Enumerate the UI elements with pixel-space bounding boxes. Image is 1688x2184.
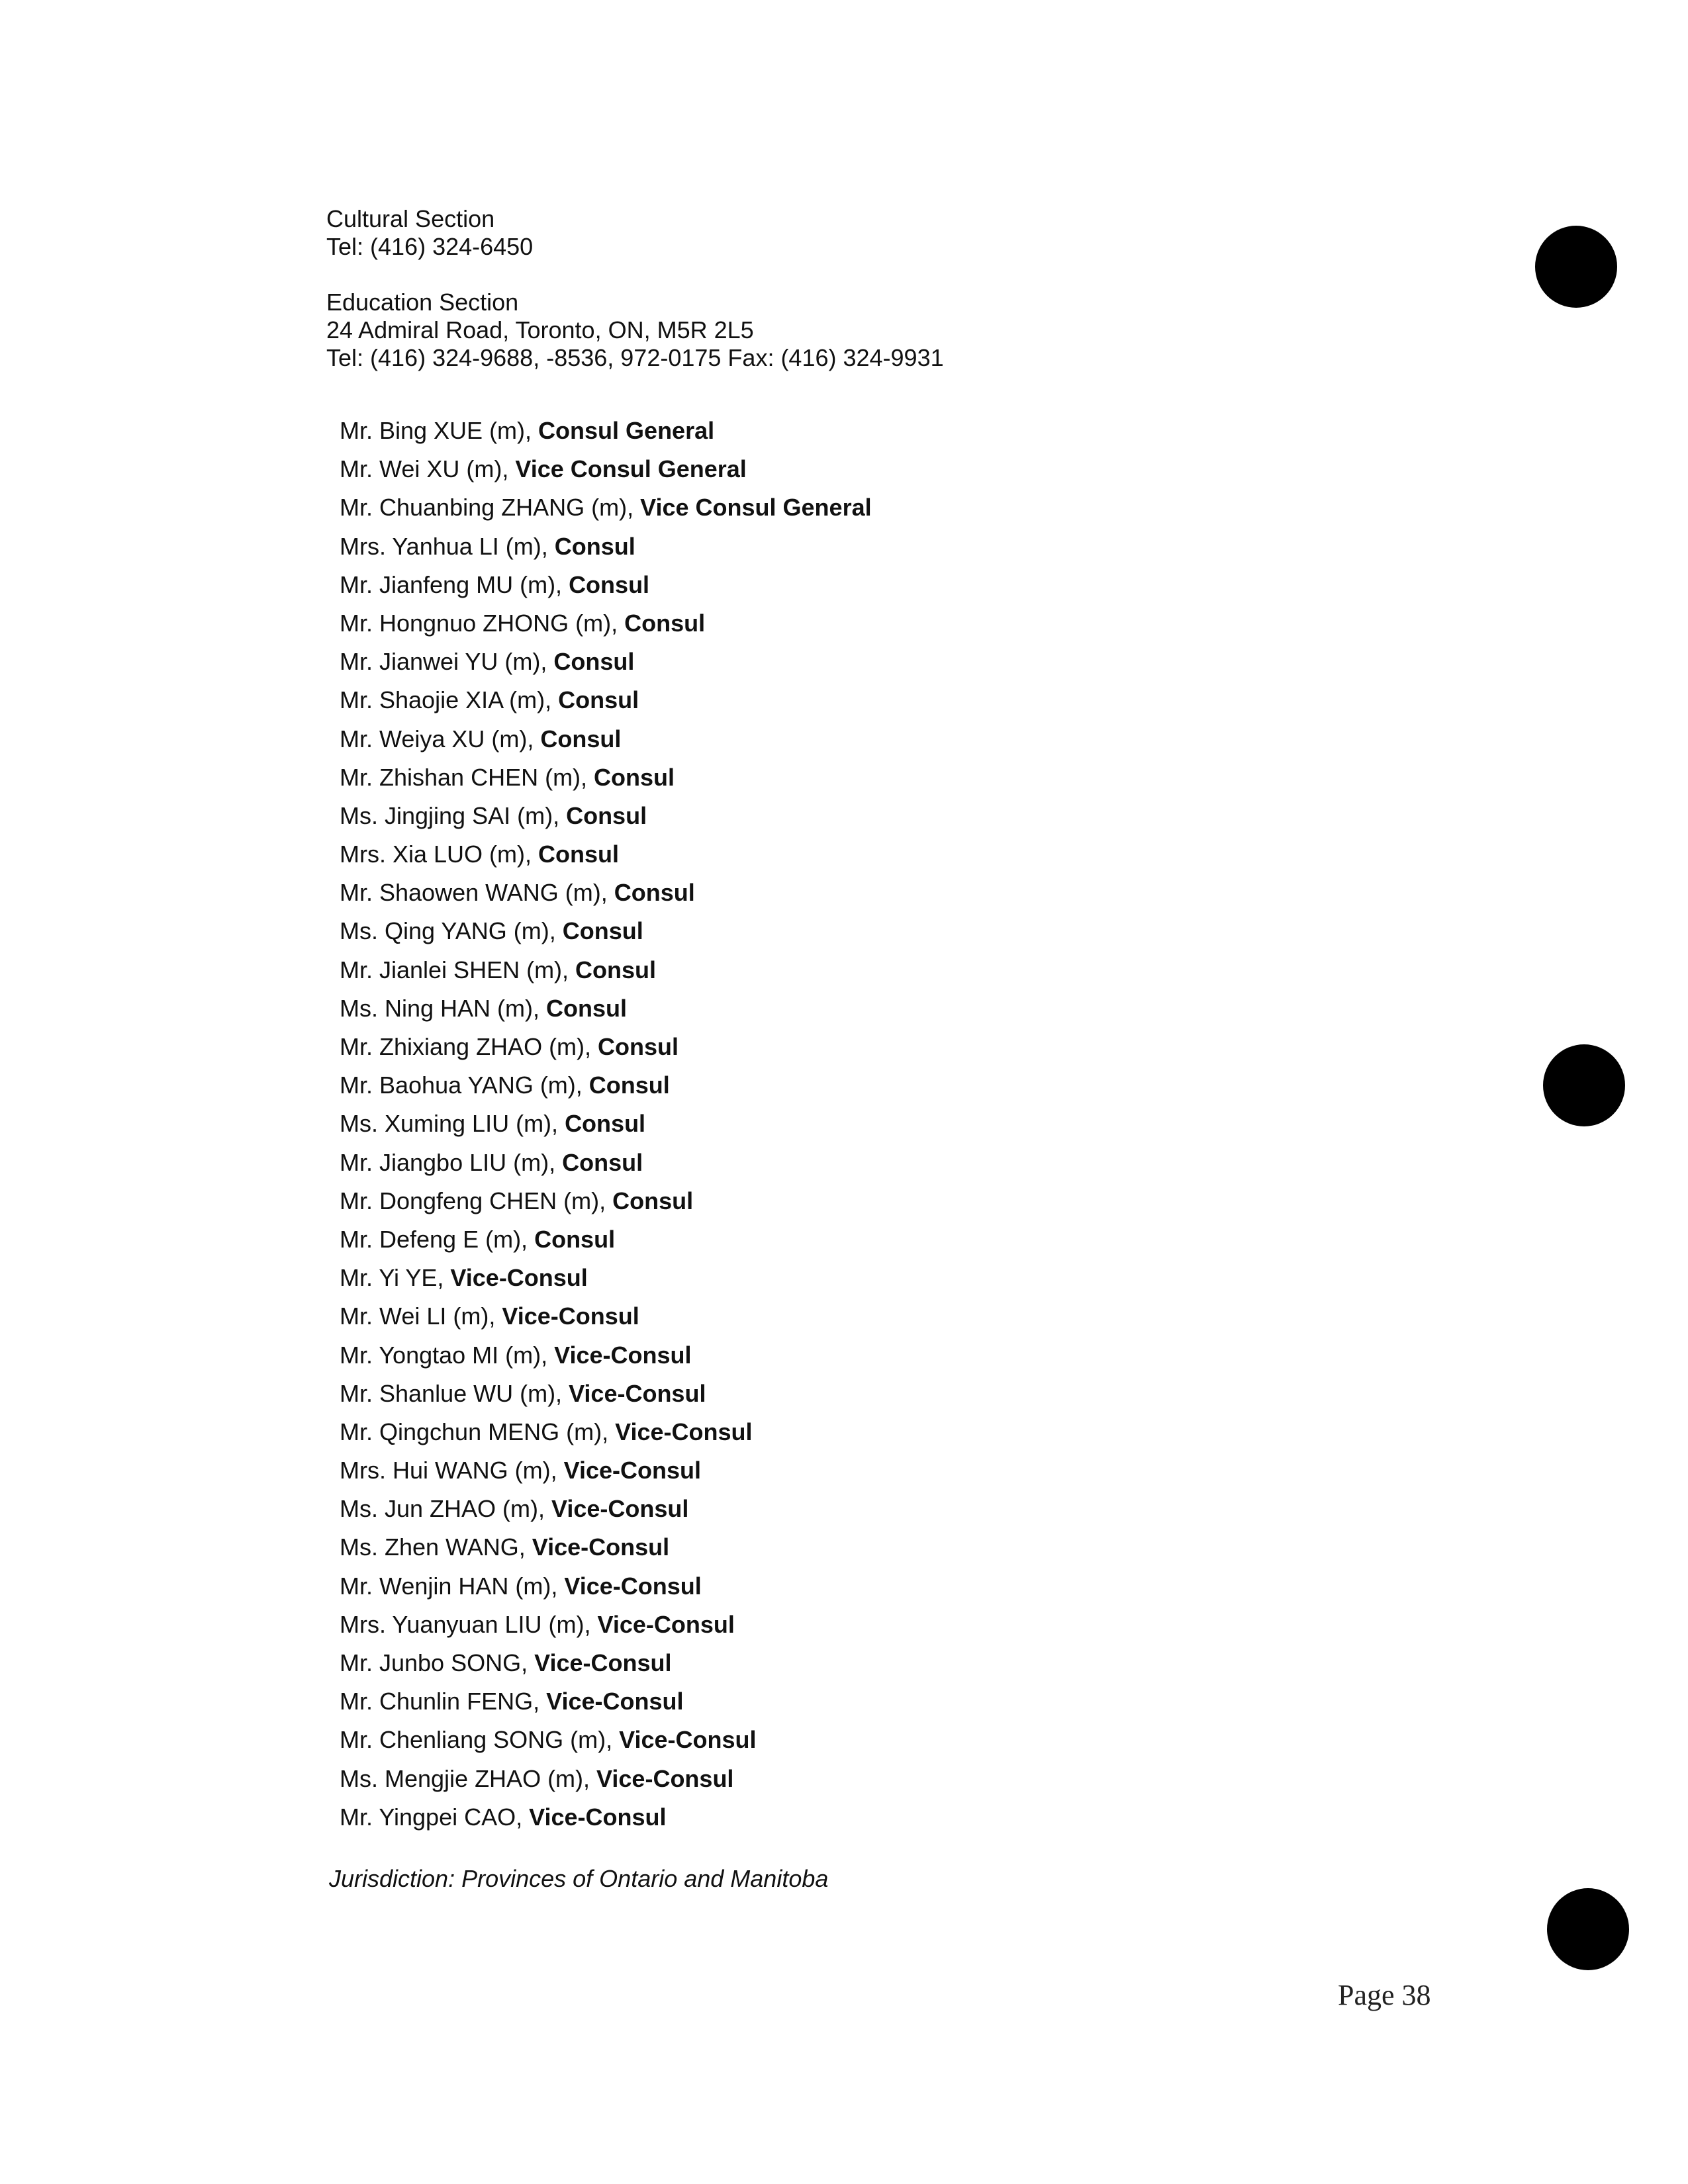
- staff-title: Consul: [612, 1187, 694, 1214]
- staff-name: Mr. Qingchun MENG (m),: [340, 1418, 616, 1445]
- staff-name: Mrs. Yanhua LI (m),: [340, 532, 555, 560]
- staff-entry: [340, 995, 872, 1033]
- staff-title: Consul: [562, 1148, 643, 1176]
- staff-name: Mr. Shaojie XIA (m),: [340, 686, 559, 714]
- staff-title: Consul: [614, 879, 695, 907]
- staff-name: Mr. Jianlei SHEN (m),: [340, 956, 576, 983]
- staff-title: Consul: [553, 648, 635, 676]
- staff-title: Consul: [554, 532, 635, 560]
- staff-name: Mr. Chenliang SONG (m),: [340, 1726, 620, 1754]
- education-section-contact: Tel: (416) 324-9688, -8536, 972-0175 Fax: (416) 324-9931: [326, 344, 944, 371]
- staff-entry: [340, 1572, 872, 1611]
- staff-entry: [340, 455, 872, 494]
- staff-title: Vice-Consul: [532, 1533, 670, 1561]
- staff-entry: [340, 1302, 872, 1341]
- staff-name: Ms. Jingjing SAI (m),: [340, 801, 567, 829]
- staff-title: Consul: [558, 686, 639, 714]
- staff-title: Vice-Consul: [502, 1302, 639, 1330]
- staff-entry: [340, 841, 872, 879]
- punch-hole-top: [1535, 226, 1617, 308]
- staff-title: Consul: [598, 1033, 679, 1060]
- staff-title: Consul General: [538, 417, 715, 444]
- staff-entry: [340, 417, 872, 455]
- staff-name: Ms. Mengjie ZHAO (m),: [340, 1764, 597, 1792]
- staff-name: Ms. Xuming LIU (m),: [340, 1110, 565, 1138]
- staff-entry: [340, 494, 872, 532]
- staff-entry: [340, 1149, 872, 1187]
- staff-name: Mrs. Hui WANG (m),: [340, 1457, 564, 1484]
- staff-name: Mr. Yongtao MI (m),: [340, 1341, 555, 1369]
- staff-entry: [340, 1726, 872, 1764]
- staff-title: Vice-Consul: [569, 1379, 706, 1407]
- staff-entry: [340, 1765, 872, 1803]
- staff-name: Mr. Yingpei CAO,: [340, 1803, 530, 1831]
- staff-title: Vice-Consul: [554, 1341, 692, 1369]
- staff-list: [340, 417, 872, 1842]
- staff-name: Mr. Baohua YANG (m),: [340, 1071, 589, 1099]
- staff-entry: [340, 1226, 872, 1264]
- staff-title: Vice-Consul: [551, 1495, 689, 1523]
- staff-name: Mr. Chunlin FENG,: [340, 1688, 547, 1715]
- staff-entry: [340, 533, 872, 571]
- education-section: [326, 289, 944, 372]
- staff-name: Mr. Jianwei YU (m),: [340, 648, 554, 676]
- staff-title: Vice-Consul: [546, 1688, 684, 1715]
- staff-name: Mrs. Yuanyuan LIU (m),: [340, 1610, 598, 1638]
- staff-entry: [340, 1533, 872, 1572]
- staff-title: Consul: [534, 1225, 616, 1253]
- staff-entry: [340, 1110, 872, 1148]
- staff-title: Vice Consul General: [515, 455, 747, 483]
- staff-title: Consul: [569, 570, 650, 598]
- staff-entry: [340, 1649, 872, 1688]
- staff-title: Vice Consul General: [640, 494, 872, 522]
- staff-entry: [340, 1033, 872, 1071]
- staff-entry: [340, 1071, 872, 1110]
- staff-name: Mr. Zhishan CHEN (m),: [340, 763, 594, 791]
- staff-name: Mr. Shanlue WU (m),: [340, 1379, 569, 1407]
- staff-entry: [340, 1187, 872, 1226]
- staff-name: Mr. Zhixiang ZHAO (m),: [340, 1033, 598, 1060]
- staff-entry: [340, 802, 872, 841]
- staff-title: Consul: [566, 801, 647, 829]
- staff-entry: [340, 917, 872, 956]
- staff-name: Mr. Yi YE,: [340, 1264, 451, 1292]
- staff-title: Vice-Consul: [563, 1457, 702, 1484]
- staff-entry: [340, 610, 872, 648]
- staff-entry: [340, 1688, 872, 1726]
- staff-title: Vice-Consul: [619, 1726, 757, 1754]
- staff-title: Consul: [624, 609, 706, 637]
- staff-name: Ms. Zhen WANG,: [340, 1533, 532, 1561]
- staff-title: Consul: [588, 1071, 670, 1099]
- staff-title: Vice-Consul: [534, 1649, 672, 1676]
- cultural-section: [326, 205, 533, 261]
- staff-name: Mrs. Xia LUO (m),: [340, 841, 539, 868]
- staff-name: Mr. Jianfeng MU (m),: [340, 570, 569, 598]
- staff-name: Mr. Hongnuo ZHONG (m),: [340, 609, 625, 637]
- staff-name: Mr. Defeng E (m),: [340, 1225, 535, 1253]
- staff-entry: [340, 1342, 872, 1380]
- staff-name: Mr. Weiya XU (m),: [340, 725, 541, 752]
- staff-entry: [340, 1495, 872, 1533]
- staff-name: Mr. Bing XUE (m),: [340, 417, 539, 444]
- staff-name: Mr. Wenjin HAN (m),: [340, 1572, 565, 1600]
- staff-name: Mr. Jiangbo LIU (m),: [340, 1148, 563, 1176]
- punch-hole-middle: [1543, 1044, 1625, 1126]
- punch-hole-bottom: [1547, 1888, 1629, 1970]
- staff-name: Mr. Wei LI (m),: [340, 1302, 502, 1330]
- staff-title: Consul: [594, 763, 675, 791]
- staff-name: Ms. Jun ZHAO (m),: [340, 1495, 552, 1523]
- staff-name: Mr. Wei XU (m),: [340, 455, 516, 483]
- staff-entry: [340, 1418, 872, 1457]
- staff-name: Ms. Ning HAN (m),: [340, 994, 547, 1022]
- staff-entry: [340, 1611, 872, 1649]
- staff-title: Vice-Consul: [529, 1803, 667, 1831]
- staff-title: Consul: [562, 917, 643, 945]
- education-section-address: 24 Admiral Road, Toronto, ON, M5R 2L5: [326, 316, 754, 343]
- staff-entry: [340, 1457, 872, 1495]
- staff-entry: [340, 879, 872, 917]
- staff-entry: [340, 686, 872, 725]
- cultural-section-name: Cultural Section: [326, 205, 495, 232]
- staff-title: Consul: [565, 1110, 646, 1138]
- staff-entry: [340, 1264, 872, 1302]
- cultural-section-tel: Tel: (416) 324-6450: [326, 233, 534, 260]
- staff-entry: [340, 764, 872, 802]
- staff-entry: [340, 725, 872, 764]
- staff-name: Ms. Qing YANG (m),: [340, 917, 563, 945]
- staff-title: Vice-Consul: [615, 1418, 753, 1445]
- education-section-name: Education Section: [326, 289, 519, 316]
- staff-entry: [340, 571, 872, 610]
- staff-title: Vice-Consul: [450, 1264, 588, 1292]
- staff-name: Mr. Junbo SONG,: [340, 1649, 535, 1676]
- page-number: Page 38: [1338, 1979, 1431, 2011]
- staff-entry: [340, 1803, 872, 1842]
- staff-title: Vice-Consul: [597, 1610, 735, 1638]
- staff-title: Vice-Consul: [596, 1764, 734, 1792]
- staff-name: Mr. Shaowen WANG (m),: [340, 879, 614, 907]
- jurisdiction-note: Jurisdiction: Provinces of Ontario and Manitoba: [329, 1865, 829, 1892]
- staff-entry: [340, 956, 872, 995]
- staff-title: Vice-Consul: [564, 1572, 702, 1600]
- staff-entry: [340, 1380, 872, 1418]
- staff-entry: [340, 648, 872, 686]
- staff-title: Consul: [546, 994, 628, 1022]
- staff-title: Consul: [540, 725, 622, 752]
- staff-name: Mr. Chuanbing ZHANG (m),: [340, 494, 641, 522]
- staff-title: Consul: [575, 956, 657, 983]
- staff-title: Consul: [538, 841, 620, 868]
- staff-name: Mr. Dongfeng CHEN (m),: [340, 1187, 613, 1214]
